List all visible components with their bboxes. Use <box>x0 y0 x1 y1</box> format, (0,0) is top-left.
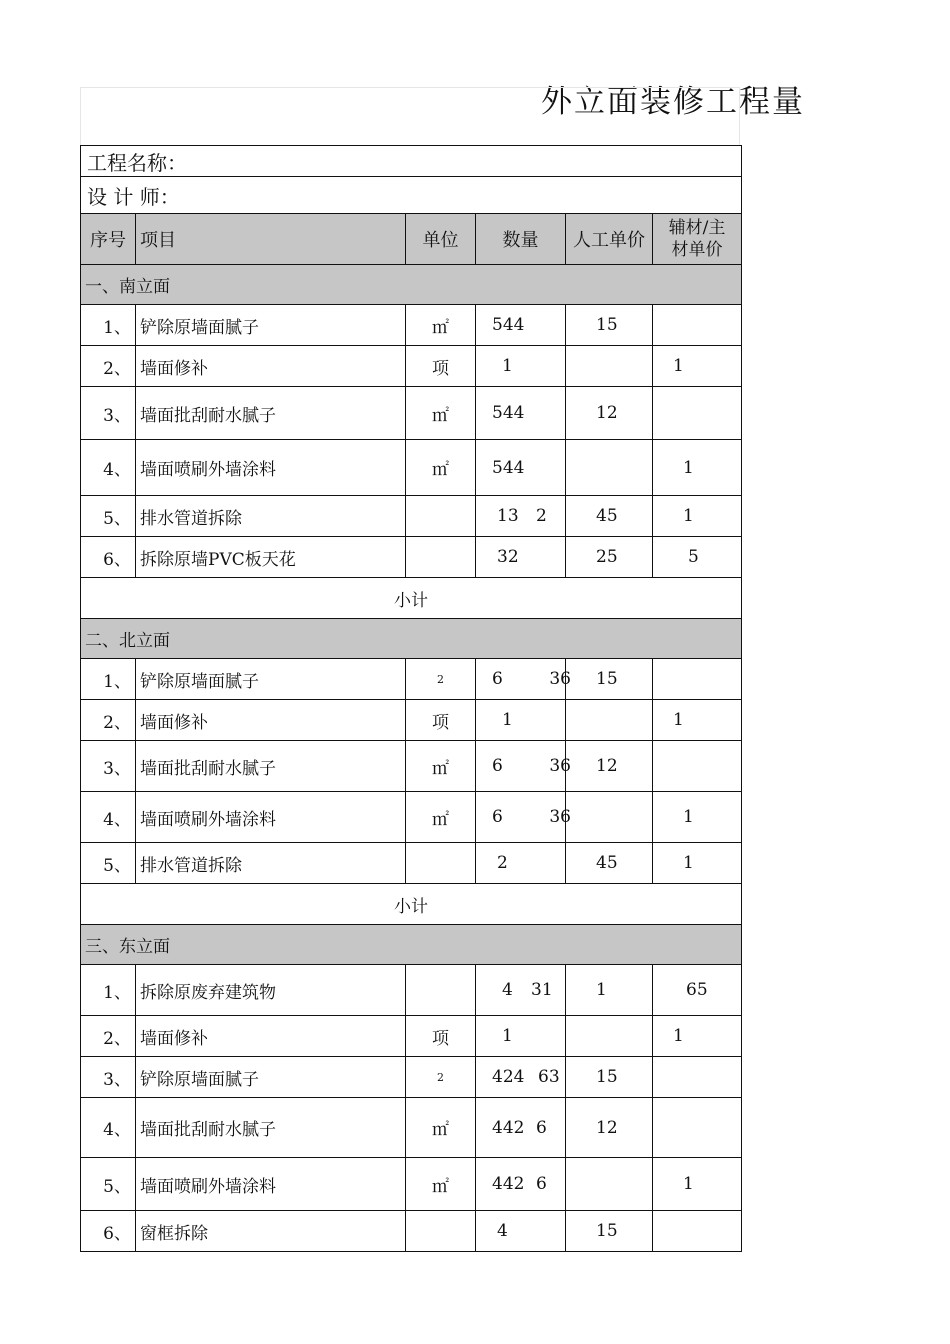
row-labor: 12 <box>596 1117 618 1138</box>
row-qty: 6 <box>492 669 503 689</box>
subtotal-row <box>81 884 742 925</box>
row-item: 铲除原墙面腻子 <box>136 1057 406 1098</box>
table-row <box>81 1098 742 1158</box>
subtotal-label: 小计 <box>81 578 742 619</box>
row-unit: ㎡ <box>406 741 476 792</box>
row-item: 排水管道拆除 <box>136 496 406 537</box>
designer-row <box>81 177 742 214</box>
row-material: 65 <box>686 980 708 1000</box>
project-name-label: 工程名称： <box>81 146 742 177</box>
row-no: 2、 <box>81 1016 136 1057</box>
row-no: 1、 <box>81 965 136 1016</box>
row-no: 4、 <box>81 440 136 496</box>
row-labor: 15 <box>596 669 618 689</box>
row-material: 1 <box>673 1026 684 1046</box>
row-item: 墙面喷刷外墙涂料 <box>136 1158 406 1211</box>
row-unit <box>406 496 476 537</box>
row-no: 3、 <box>81 1057 136 1098</box>
row-item: 墙面批刮耐水腻子 <box>136 387 406 440</box>
row-qty: 4 <box>497 1221 508 1241</box>
row-item: 墙面修补 <box>136 1016 406 1057</box>
row-qty: 1 <box>502 710 513 730</box>
row-labor: 12 <box>596 756 618 776</box>
table-row <box>81 496 742 537</box>
row-labor: 15 <box>596 1221 618 1241</box>
table-row <box>81 1211 742 1252</box>
row-material: 1 <box>683 1174 694 1194</box>
subtotal-row <box>81 578 742 619</box>
table-row <box>81 843 742 884</box>
row-no: 5、 <box>81 1158 136 1211</box>
section-label: 三、东立面 <box>81 925 742 965</box>
row-no: 6、 <box>81 537 136 578</box>
table-row <box>81 741 742 792</box>
row-unit: 项 <box>406 1016 476 1057</box>
row-item: 墙面批刮耐水腻子 <box>136 741 406 792</box>
row-qty-extra: 63 <box>538 1067 560 1087</box>
row-labor: 15 <box>596 1067 618 1087</box>
row-qty: 32 <box>497 547 519 567</box>
row-labor: 12 <box>596 403 618 423</box>
row-qty: 544 <box>492 315 525 335</box>
row-qty: 1 <box>502 1026 513 1046</box>
row-qty-extra: 6 <box>536 1174 547 1194</box>
row-labor: 45 <box>596 853 618 873</box>
row-unit <box>406 843 476 884</box>
header-labor: 人工单价 <box>566 214 653 265</box>
row-unit: ㎡ <box>406 1098 476 1158</box>
table-row <box>81 1158 742 1211</box>
header-material <box>653 214 742 265</box>
section-row <box>81 619 742 659</box>
row-no: 6、 <box>81 1211 136 1252</box>
table-row <box>81 346 742 387</box>
row-item: 铲除原墙面腻子 <box>136 659 406 700</box>
row-item: 拆除原废弃建筑物 <box>136 965 406 1016</box>
row-material: 1 <box>683 853 694 873</box>
row-unit: ㎡ <box>406 387 476 440</box>
row-qty-extra: 36 <box>549 756 571 776</box>
row-material: 5 <box>688 547 699 567</box>
row-qty-extra: 31 <box>531 980 553 1000</box>
row-qty: 544 <box>492 457 525 478</box>
row-item: 墙面修补 <box>136 346 406 387</box>
row-unit: ㎡ <box>406 305 476 346</box>
row-labor: 25 <box>596 547 618 567</box>
row-material: 1 <box>683 807 694 827</box>
row-no: 3、 <box>81 741 136 792</box>
row-material: 1 <box>683 457 694 478</box>
row-no: 1、 <box>81 659 136 700</box>
row-labor: 45 <box>596 506 618 526</box>
row-qty: 544 <box>492 403 525 423</box>
row-qty: 424 <box>492 1067 525 1087</box>
row-no: 3、 <box>81 387 136 440</box>
row-qty-extra: 36 <box>549 807 571 827</box>
section-label: 一、南立面 <box>81 265 742 305</box>
row-item: 拆除原墙PVC板天花 <box>136 537 406 578</box>
title-area-box <box>80 87 740 145</box>
row-no: 4、 <box>81 792 136 843</box>
row-no: 1、 <box>81 305 136 346</box>
quantity-table <box>80 145 742 1252</box>
table-row <box>81 537 742 578</box>
row-qty: 6 <box>492 756 503 776</box>
row-unit <box>406 965 476 1016</box>
section-row <box>81 265 742 305</box>
table-row <box>81 387 742 440</box>
row-qty: 13 <box>497 506 519 526</box>
header-row <box>81 214 742 265</box>
row-labor: 15 <box>596 315 618 335</box>
row-item: 墙面喷刷外墙涂料 <box>136 792 406 843</box>
row-unit: ㎡ <box>406 1158 476 1211</box>
row-labor: 1 <box>596 980 607 1000</box>
row-no: 2、 <box>81 700 136 741</box>
row-no: 2、 <box>81 346 136 387</box>
header-unit: 单位 <box>406 214 476 265</box>
row-qty: 6 <box>492 807 503 827</box>
row-unit <box>406 537 476 578</box>
row-item: 铲除原墙面腻子 <box>136 305 406 346</box>
table-row <box>81 1016 742 1057</box>
row-material: 1 <box>673 710 684 730</box>
header-qty: 数量 <box>476 214 566 265</box>
row-unit: ㎡ <box>406 440 476 496</box>
section-row <box>81 925 742 965</box>
row-material: 1 <box>673 356 684 376</box>
header-no: 序号 <box>81 214 136 265</box>
row-item: 墙面修补 <box>136 700 406 741</box>
table-row <box>81 305 742 346</box>
row-unit: 项 <box>406 700 476 741</box>
row-unit <box>406 1211 476 1252</box>
project-name-row <box>81 146 742 177</box>
row-qty: 2 <box>497 853 508 873</box>
section-label: 二、北立面 <box>81 619 742 659</box>
row-no: 5、 <box>81 496 136 537</box>
row-item: 墙面批刮耐水腻子 <box>136 1098 406 1158</box>
row-material: 1 <box>683 506 694 526</box>
table-row <box>81 965 742 1016</box>
row-qty: 442 <box>492 1174 525 1194</box>
row-no: 5、 <box>81 843 136 884</box>
document-title: 外立面装修工程量 <box>541 84 805 120</box>
subtotal-label: 小计 <box>81 884 742 925</box>
row-qty-extra: 36 <box>549 669 571 689</box>
row-item: 墙面喷刷外墙涂料 <box>136 440 406 496</box>
row-no: 4、 <box>81 1098 136 1158</box>
row-qty: 1 <box>502 356 513 376</box>
row-qty-extra: 2 <box>536 506 547 526</box>
table-row <box>81 440 742 496</box>
row-unit: 2 <box>406 1057 476 1098</box>
table-row <box>81 700 742 741</box>
row-unit: ㎡ <box>406 792 476 843</box>
table-row <box>81 1057 742 1098</box>
header-item: 项目 <box>136 214 406 265</box>
row-item: 窗框拆除 <box>136 1211 406 1252</box>
row-unit: 项 <box>406 346 476 387</box>
row-unit: 2 <box>406 659 476 700</box>
row-qty: 442 <box>492 1117 525 1138</box>
row-qty: 4 <box>502 980 513 1000</box>
header-material-line2: 材单价 <box>671 240 723 260</box>
table-row <box>81 792 742 843</box>
designer-label: 设 计 师： <box>81 177 742 214</box>
header-material-line1: 辅材/主 <box>668 218 726 238</box>
row-item: 排水管道拆除 <box>136 843 406 884</box>
row-qty-extra: 6 <box>536 1117 547 1138</box>
table-row <box>81 659 742 700</box>
